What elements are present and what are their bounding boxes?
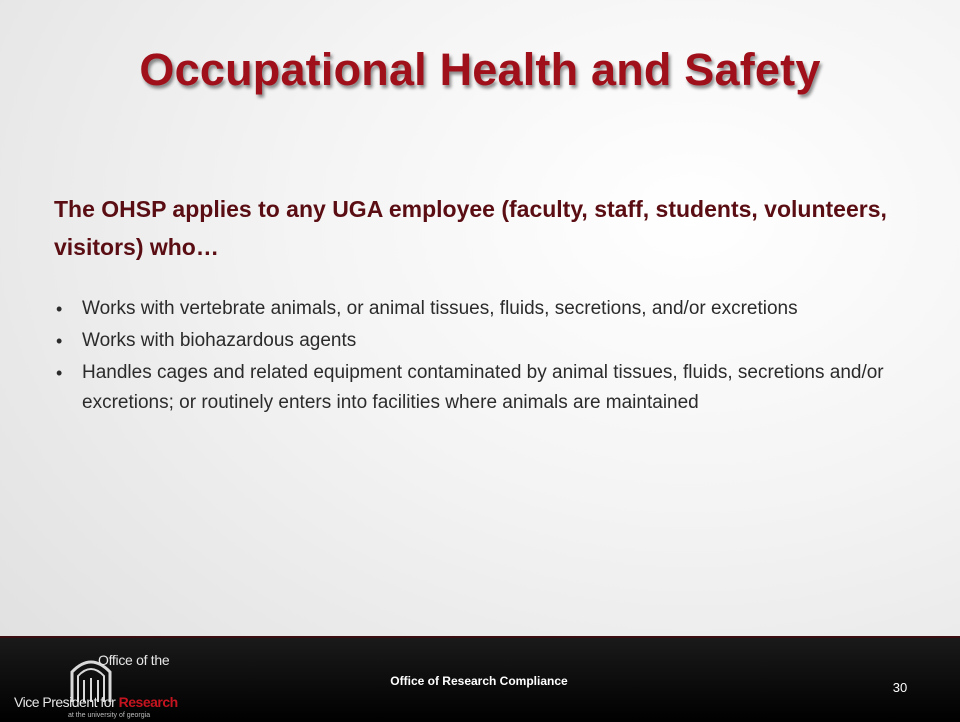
bullet-item xyxy=(54,358,904,418)
bullet-list xyxy=(54,294,904,420)
vpr-logo xyxy=(14,650,184,718)
bullet-item xyxy=(54,326,904,356)
logo-uga-text: at the university of georgia xyxy=(68,712,151,719)
bullet-icon: • xyxy=(56,331,63,351)
intro-text: The OHSP applies to any UGA employee (faculty, staff, students, volunteers, visitors) who… xyxy=(54,196,887,260)
bullet-icon: • xyxy=(56,363,63,383)
slide-title: Occupational Health and Safety xyxy=(139,44,821,95)
logo-vpr-prefix: Vice President for xyxy=(14,694,119,710)
page-number: 30 xyxy=(892,680,908,695)
footer-bar xyxy=(0,636,960,722)
bullet-text: Works with biohazardous agents xyxy=(82,330,357,351)
bullet-text: Handles cages and related equipment contaminated by animal tissues, fluids, secretions and/or excretions; or routinely enters into facilities where animals are maintained xyxy=(82,362,884,413)
logo-vpr-text xyxy=(14,694,178,710)
logo-office-text: Office of the xyxy=(98,652,170,668)
bullet-text: Works with vertebrate animals, or animal tissues, fluids, secretions, and/or excretions xyxy=(82,298,798,319)
bullet-item xyxy=(54,294,904,324)
footer-office-name: Office of Research Compliance xyxy=(390,674,568,688)
bullet-icon: • xyxy=(56,299,63,319)
logo-research-text: Research xyxy=(118,694,178,710)
